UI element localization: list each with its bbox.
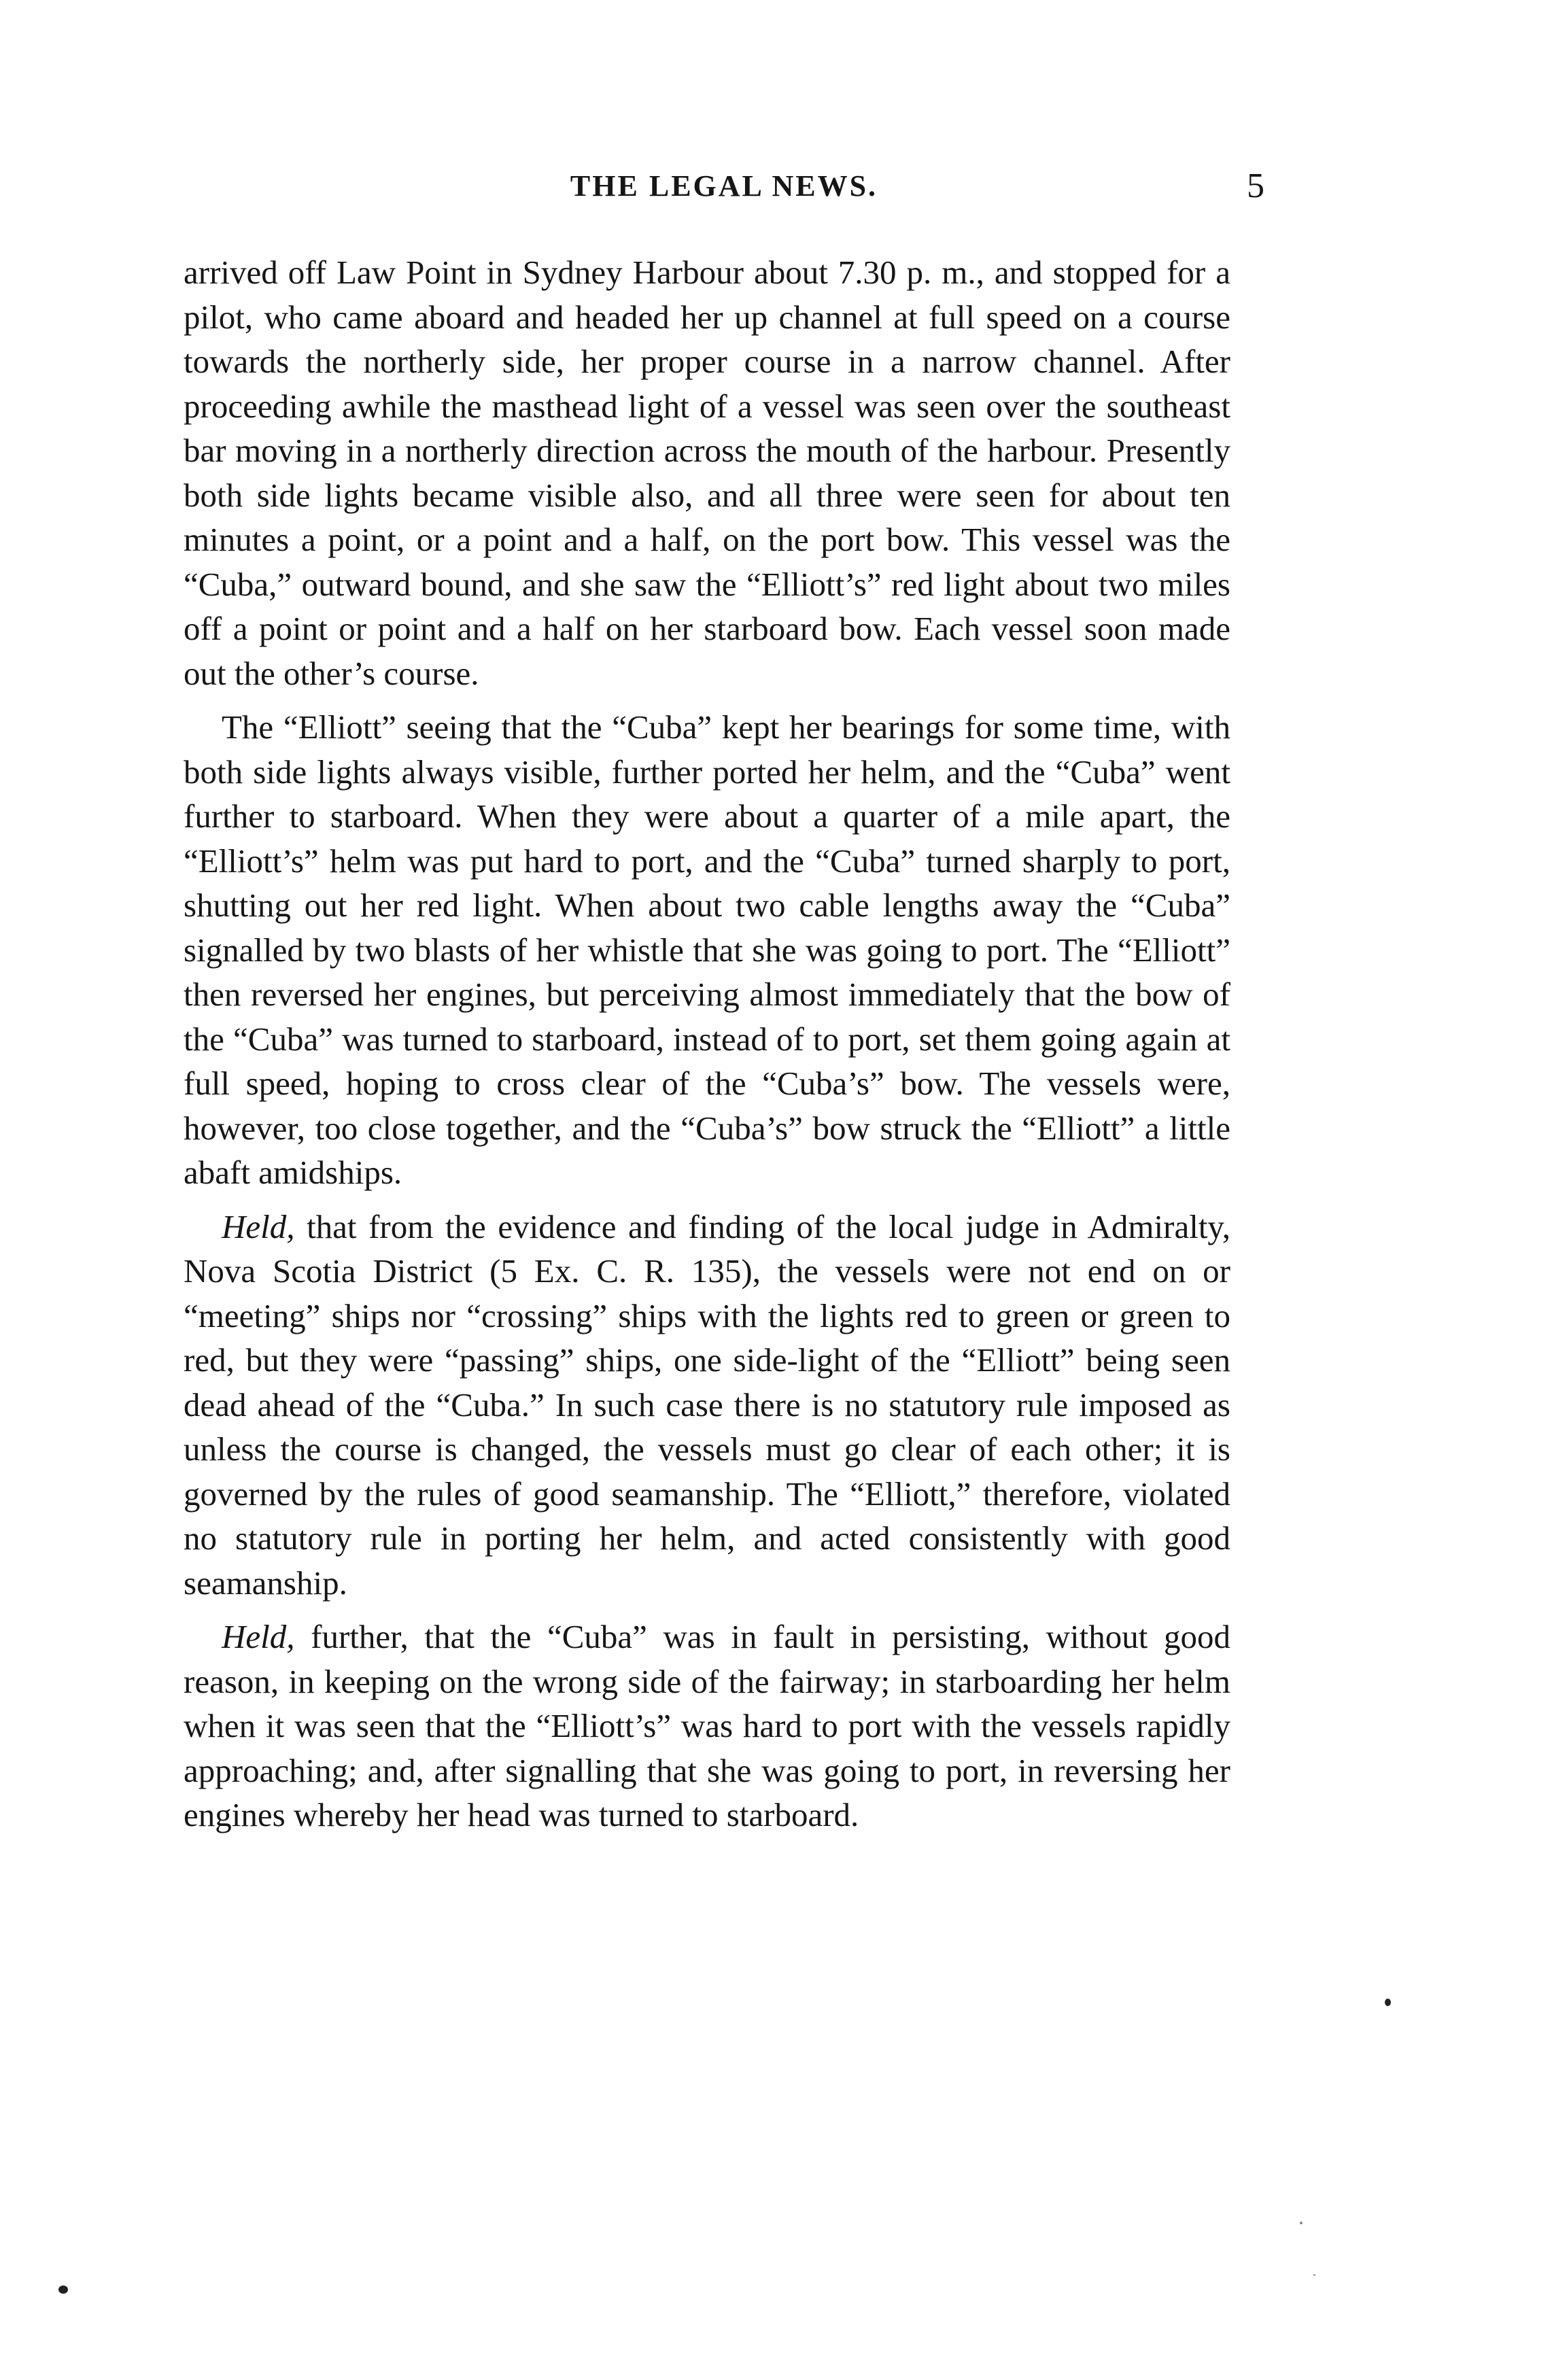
page-header	[184, 169, 1264, 216]
paragraph	[184, 1615, 1230, 1838]
ink-speck	[1300, 2222, 1303, 2224]
ink-speck	[58, 2286, 68, 2294]
paragraph: The “Elliott” seeing that the “Cuba” kept her bearings for some time, with both side lights always visible, further ported her helm, and the “Cuba” went further to starboard. When they were about a quarter of a mile apart, the “Elliott’s” helm was put hard to port, and the “Cuba” turned sharply to port, shutting out her red light. When about two cable lengths away the “Cuba” signalled by two blasts of her whistle that she was going to port. The “Elliott” then reversed her engines, but perceiving almost immediately that the bow of the “Cuba” was turned to starboard, instead of to port, set them going again at full speed, hoping to cross clear of the “Cuba’s” bow. The vessels were, however, too close together, and the “Cuba’s” bow struck the “Elliott” a little abaft amidships.	[184, 708, 1230, 1191]
ink-speck	[1313, 2274, 1315, 2276]
body-text	[184, 250, 1230, 1838]
paragraph: arrived off Law Point in Sydney Harbour about 7.30 p. m., and stopped for a pilot, who came aboard and headed her up channel at full speed on a course towards the northerly side, her proper course in a narrow channel. After proceeding awhile the masthead light of a vessel was seen over the southeast bar moving in a northerly direction across the mouth of the harbour. Presently both side lights became visible also, and all three were seen for about ten minutes a point, or a point and a half, on the port bow. This vessel was the “Cuba,” outward bound, and she saw the “Elliott’s” red light about two miles off a point or point and a half on her starboard bow. Each vessel soon made out the other’s course.	[184, 254, 1230, 692]
ink-speck	[1385, 1999, 1391, 2006]
running-title: THE LEGAL NEWS.	[570, 169, 878, 203]
held-lead: Held,	[222, 1618, 295, 1655]
held-lead: Held,	[222, 1207, 295, 1245]
paragraph-text: that from the evidence and finding of the local judge in Admiralty, Nova Scotia District (5 Ex. C. R. 135), the vessels were not end on or “meeting” ships nor “crossing” ships with the lights red to green or green to red, but they were “passing” ships, one side-light of the “Elliott” being seen dead ahead of the “Cuba.” In such case there is no statutory rule imposed as unless the course is changed, the vessels must go clear of each other; it is governed by the rules of good seamanship. The “Elliott,” therefore, violated no statutory rule in porting her helm, and acted consistently with good seamanship.	[184, 1207, 1230, 1602]
paragraph	[184, 1205, 1230, 1606]
page-number: 5	[1247, 167, 1264, 205]
paragraph-text: further, that the “Cuba” was in fault in persisting, without good reason, in keeping on the wrong side of the fairway; in starboarding her helm when it was seen that the “Elliott’s” was hard to port with the vessels rapidly approaching; and, after signalling that she was going to port, in reversing her engines whereby her head was turned to starboard.	[184, 1618, 1230, 1833]
